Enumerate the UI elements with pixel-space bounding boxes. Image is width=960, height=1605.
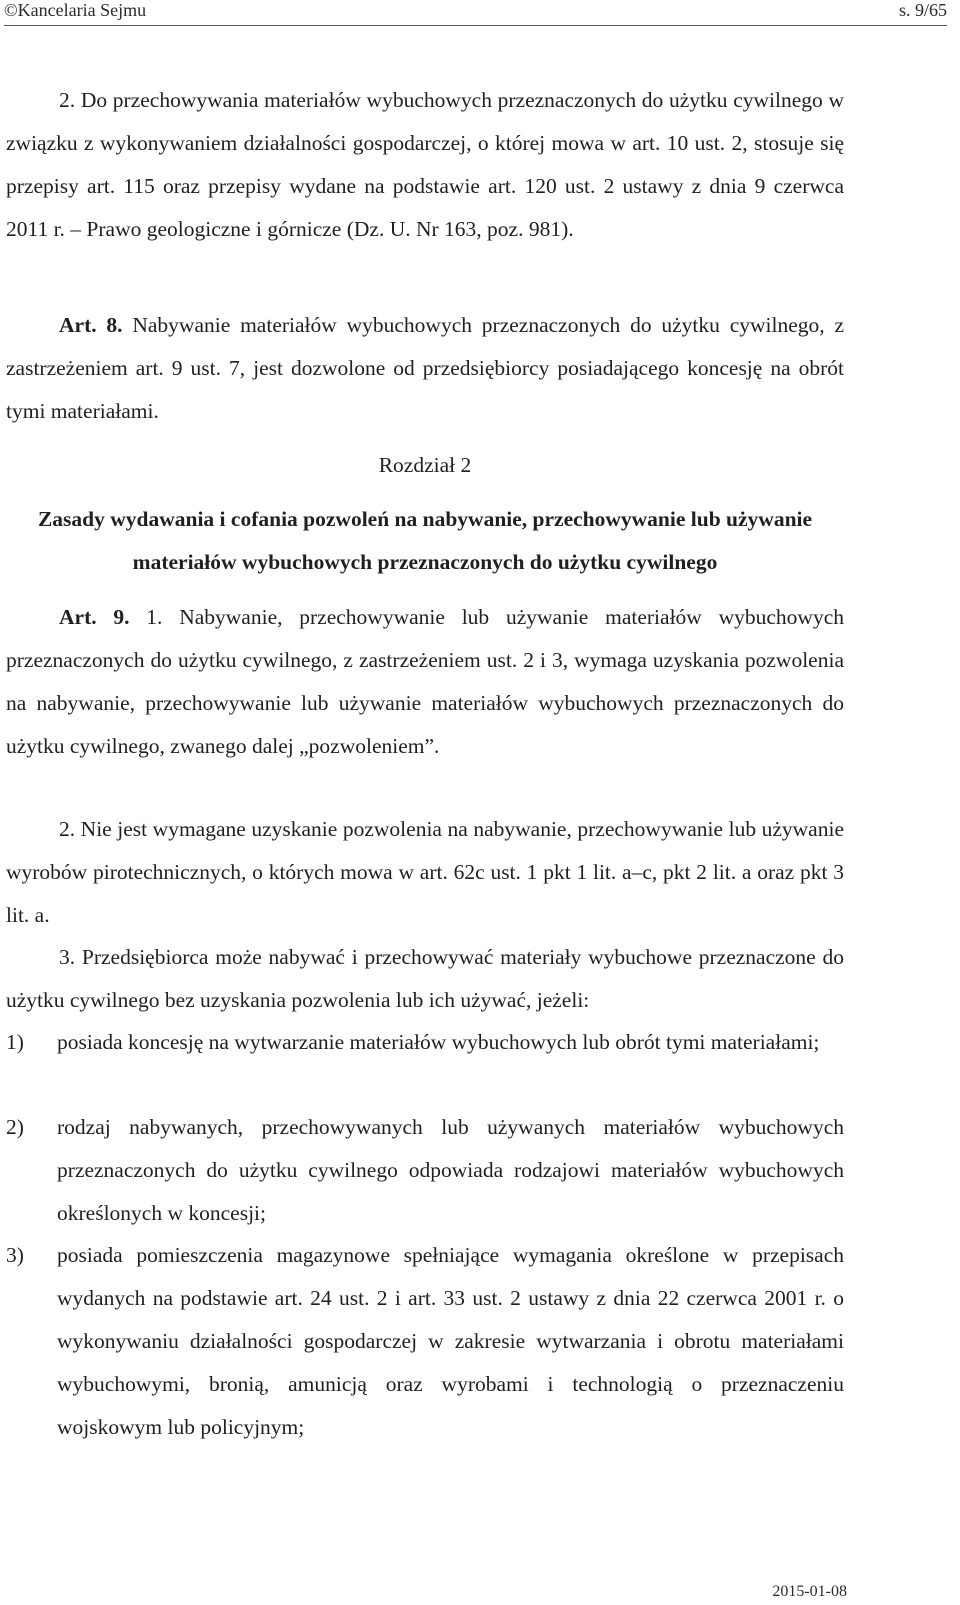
list-item-number: 2)	[6, 1115, 24, 1139]
paragraph-art8	[6, 304, 844, 433]
paragraph-art7-ust2: 2. Do przechowywania materiałów wybuchowych przeznaczonych do użytku cywilnego w związku z wykonywaniem działalności gospodarczej, o której mowa w art. 10 ust. 2, stosuje się przepisy art. 115 oraz przepisy wydane na podstawie art. 120 ust. 2 ustawy z dnia 9 czerwca 2011 r. – Prawo geologiczne i górnicze (Dz. U. Nr 163, poz. 981).	[6, 88, 844, 241]
paragraph-art9-ust2: 2. Nie jest wymagane uzyskanie pozwolenia na nabywanie, przechowywanie lub używanie wyrobów pirotechnicznych, o których mowa w art. 62c ust. 1 pkt 1 lit. a–c, pkt 2 lit. a oraz pkt 3 lit. a.	[6, 817, 844, 927]
list-item-text: posiada pomieszczenia magazynowe spełniające wymagania określone w przepisach wydanych na podstawie art. 24 ust. 2 i art. 33 ust. 2 ustawy z dnia 22 czerwca 2001 r. o wykonywaniu działalności gospodarczej w zakresie wytwarzania i obrotu materiałami wybuchowymi, bronią, amunicją oraz wyrobami i technologią o przeznaczeniu wojskowym lub policyjnym;	[57, 1243, 844, 1439]
article-9-label: Art. 9.	[59, 605, 130, 629]
paragraph-art9-ust3: 3. Przedsiębiorca może nabywać i przechowywać materiały wybuchowe przeznaczone do użytku cywilnego bez uzyskania pozwolenia lub ich używać, jeżeli:	[6, 945, 844, 1012]
article-8-label: Art. 8.	[59, 313, 123, 337]
paragraph-art9-ust1	[6, 596, 844, 768]
list-item-number: 3)	[6, 1243, 24, 1267]
footer-date: 2015-01-08	[772, 1583, 847, 1600]
article-8-text: Nabywanie materiałów wybuchowych przeznaczonych do użytku cywilnego, z zastrzeżeniem art. 9 ust. 7, jest dozwolone od przedsiębiorcy posiadającego koncesję na obrót tymi materiałami.	[6, 313, 844, 423]
list-item-text: rodzaj nabywanych, przechowywanych lub używanych materiałów wybuchowych przeznaczonych do użytku cywilnego odpowiada rodzajowi materiałów wybuchowych określonych w koncesji;	[57, 1115, 844, 1225]
list-item	[6, 1106, 844, 1235]
list-item	[6, 1234, 844, 1449]
header-source: ©Kancelaria Sejmu	[4, 0, 147, 20]
article-9-ust1-text: 1. Nabywanie, przechowywanie lub używanie materiałów wybuchowych przeznaczonych do użytku cywilnego, z zastrzeżeniem ust. 2 i 3, wymaga uzyskania pozwolenia na nabywanie, przechowywanie lub używanie materiałów wybuchowych przeznaczonych do użytku cywilnego, zwanego dalej „pozwoleniem”.	[6, 605, 844, 758]
list-item	[6, 1021, 844, 1064]
header-divider	[4, 25, 947, 26]
list-item-number: 1)	[6, 1030, 24, 1054]
list-item-text: posiada koncesję na wytwarzanie materiałów wybuchowych lub obrót tymi materiałami;	[57, 1030, 820, 1054]
chapter-title: Zasady wydawania i cofania pozwoleń na nabywanie, przechowywanie lub używanie materiałów wybuchowych przeznaczonych do użytku cywilnego	[37, 507, 813, 574]
header-page-number: s. 9/65	[898, 0, 947, 20]
chapter-number: Rozdział 2	[378, 453, 472, 477]
